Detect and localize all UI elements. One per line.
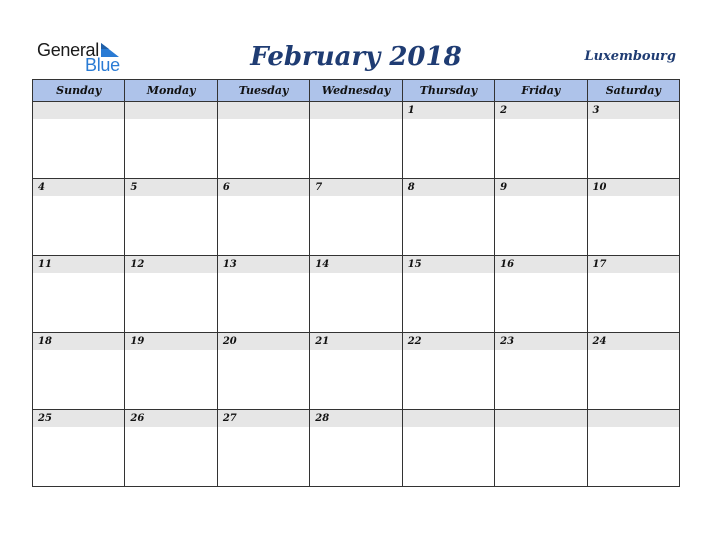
day-number: 20 <box>218 333 309 350</box>
day-number: 5 <box>125 179 216 196</box>
day-cell <box>125 333 217 410</box>
day-number: 1 <box>403 102 494 119</box>
day-number: 26 <box>125 410 216 427</box>
day-cell <box>125 256 217 333</box>
day-cell <box>495 256 587 333</box>
day-number: 18 <box>33 333 124 350</box>
day-number <box>495 410 586 427</box>
day-cell <box>125 410 217 487</box>
logo-text-general: General <box>37 40 99 60</box>
day-number: 22 <box>403 333 494 350</box>
day-number: 25 <box>33 410 124 427</box>
day-number: 9 <box>495 179 586 196</box>
day-number: 28 <box>310 410 401 427</box>
day-number <box>125 102 216 119</box>
day-cell <box>310 410 402 487</box>
day-cell <box>587 410 679 487</box>
day-number: 4 <box>33 179 124 196</box>
day-number: 24 <box>588 333 679 350</box>
day-cell <box>217 333 309 410</box>
day-cell <box>310 179 402 256</box>
day-cell <box>587 102 679 179</box>
weekday-header: Tuesday <box>217 80 309 102</box>
day-number <box>310 102 401 119</box>
day-number: 8 <box>403 179 494 196</box>
day-cell <box>217 102 309 179</box>
day-cell <box>402 410 494 487</box>
day-cell <box>495 102 587 179</box>
day-number: 7 <box>310 179 401 196</box>
country-label: Luxembourg <box>584 49 676 64</box>
day-number: 2 <box>495 102 586 119</box>
day-cell <box>310 102 402 179</box>
week-row <box>33 333 680 410</box>
day-number: 13 <box>218 256 309 273</box>
month-calendar <box>32 79 680 487</box>
day-cell <box>125 179 217 256</box>
weekday-header: Wednesday <box>310 80 402 102</box>
day-cell <box>310 333 402 410</box>
day-cell <box>33 179 125 256</box>
day-cell <box>33 102 125 179</box>
day-number: 16 <box>495 256 586 273</box>
day-number <box>33 102 124 119</box>
day-cell <box>33 410 125 487</box>
day-cell <box>587 333 679 410</box>
day-cell <box>33 256 125 333</box>
day-number: 15 <box>403 256 494 273</box>
weekday-header: Friday <box>495 80 587 102</box>
weekday-header-row <box>33 80 680 102</box>
day-cell <box>402 102 494 179</box>
week-row <box>33 102 680 179</box>
day-cell <box>33 333 125 410</box>
day-number: 21 <box>310 333 401 350</box>
weekday-header: Saturday <box>587 80 679 102</box>
day-number: 11 <box>33 256 124 273</box>
day-cell <box>495 410 587 487</box>
day-number: 27 <box>218 410 309 427</box>
day-number <box>218 102 309 119</box>
weekday-header: Sunday <box>33 80 125 102</box>
day-cell <box>217 179 309 256</box>
day-cell <box>402 333 494 410</box>
day-number: 6 <box>218 179 309 196</box>
day-number: 14 <box>310 256 401 273</box>
week-row <box>33 179 680 256</box>
day-cell <box>310 256 402 333</box>
day-number: 12 <box>125 256 216 273</box>
logo-text-blue: Blue <box>85 55 120 75</box>
day-cell <box>587 179 679 256</box>
calendar-title: February 2018 <box>250 42 462 72</box>
weekday-header: Thursday <box>402 80 494 102</box>
day-cell <box>217 256 309 333</box>
day-number <box>588 410 679 427</box>
day-cell <box>402 179 494 256</box>
weekday-header: Monday <box>125 80 217 102</box>
day-cell <box>495 333 587 410</box>
week-row <box>33 256 680 333</box>
day-number: 23 <box>495 333 586 350</box>
day-number <box>403 410 494 427</box>
day-cell <box>402 256 494 333</box>
day-number: 19 <box>125 333 216 350</box>
day-cell <box>587 256 679 333</box>
day-cell <box>217 410 309 487</box>
day-number: 10 <box>588 179 679 196</box>
day-cell <box>495 179 587 256</box>
day-cell <box>125 102 217 179</box>
day-number: 17 <box>588 256 679 273</box>
day-number: 3 <box>588 102 679 119</box>
week-row <box>33 410 680 487</box>
